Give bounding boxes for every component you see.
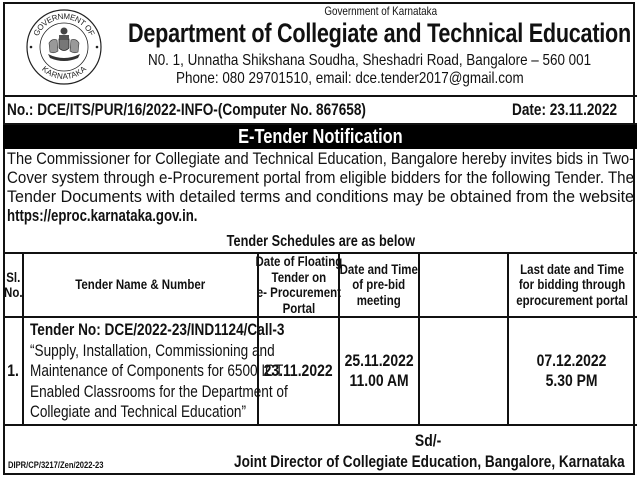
release-code: DIPR/CP/3217/Zen/2022-23 [8, 460, 104, 471]
body-line: The Commissioner for Collegiate and Technical Education, Bangalore hereby invites bids in Two- [7, 150, 634, 168]
row-floating-date: 23.11.2022 [263, 361, 334, 380]
header-sl-no: Sl. No. [3, 268, 23, 300]
tender-description-line: “Supply, Installation, Commissioning and [30, 340, 275, 360]
svg-text:GOVERNMENT OF [32, 12, 96, 38]
government-label: Government of Karnataka [324, 4, 437, 18]
tender-description-line: Collegiate and Technical Education” [30, 402, 246, 421]
tender-description-line: Maintenance of Components for 6500 ICT [30, 361, 284, 380]
tender-number: Tender No: DCE/2022-23/IND1124/Call-3 [30, 320, 285, 339]
department-title: Department of Collegiate and Technical Education [128, 18, 631, 48]
reference-number: No.: DCE/ITS/PUR/16/2022-INFO-(Computer No. 867658) [7, 100, 366, 119]
header-prebid: Date and Time of pre-bid meeting [339, 260, 419, 308]
notice-title: E-Tender Notification [237, 126, 403, 148]
header-last-date: Last date and Time for bidding through eprocurement portal [516, 260, 628, 308]
karnataka-emblem [25, 8, 103, 86]
header-tender-name: Tender Name & Number [75, 276, 206, 293]
row-prebid: 25.11.2022 11.00 AM [344, 351, 414, 390]
table-border [418, 252, 420, 426]
notice-date: Date: 23.11.2022 [512, 100, 618, 119]
notice-body [7, 150, 634, 226]
body-line: Cover system through e-Procurement portal from eligible bidders for the following Tender. The [7, 169, 634, 187]
notice-title-bar [3, 125, 637, 149]
body-line: Tender Documents with detailed terms and conditions may be obtained from the website [7, 188, 634, 206]
svg-text:KARNATAKA [40, 64, 89, 81]
signatory: Joint Director of Collegiate Education, Bangalore, Karnataka [234, 452, 625, 471]
header-floating-date: Date of Floating Tender on e- Procurement Portal [255, 253, 342, 316]
emblem-text-top: GOVERNMENT OF [31, 11, 97, 38]
row-sl-no: 1. [7, 361, 19, 380]
website-link[interactable]: https://eproc.karnataka.gov.in. [7, 207, 198, 225]
department-contact: Phone: 080 29701510, email: dce.tender2017@gmail.com [176, 70, 524, 87]
signature: Sd/- [414, 431, 442, 450]
schedule-heading: Tender Schedules are as below [226, 233, 415, 250]
emblem-text-bottom: KARNATAKA [39, 64, 89, 82]
row-last-date: 07.12.2022 5.30 PM [537, 351, 607, 390]
department-address: N0. 1, Unnatha Shikshana Soudha, Sheshadri Road, Bangalore – 560 001 [148, 52, 592, 69]
divider [3, 95, 637, 97]
table-border [3, 424, 637, 426]
tender-description-line: Enabled Classrooms for the Department of [30, 381, 288, 401]
emblem-lettering [25, 8, 103, 86]
